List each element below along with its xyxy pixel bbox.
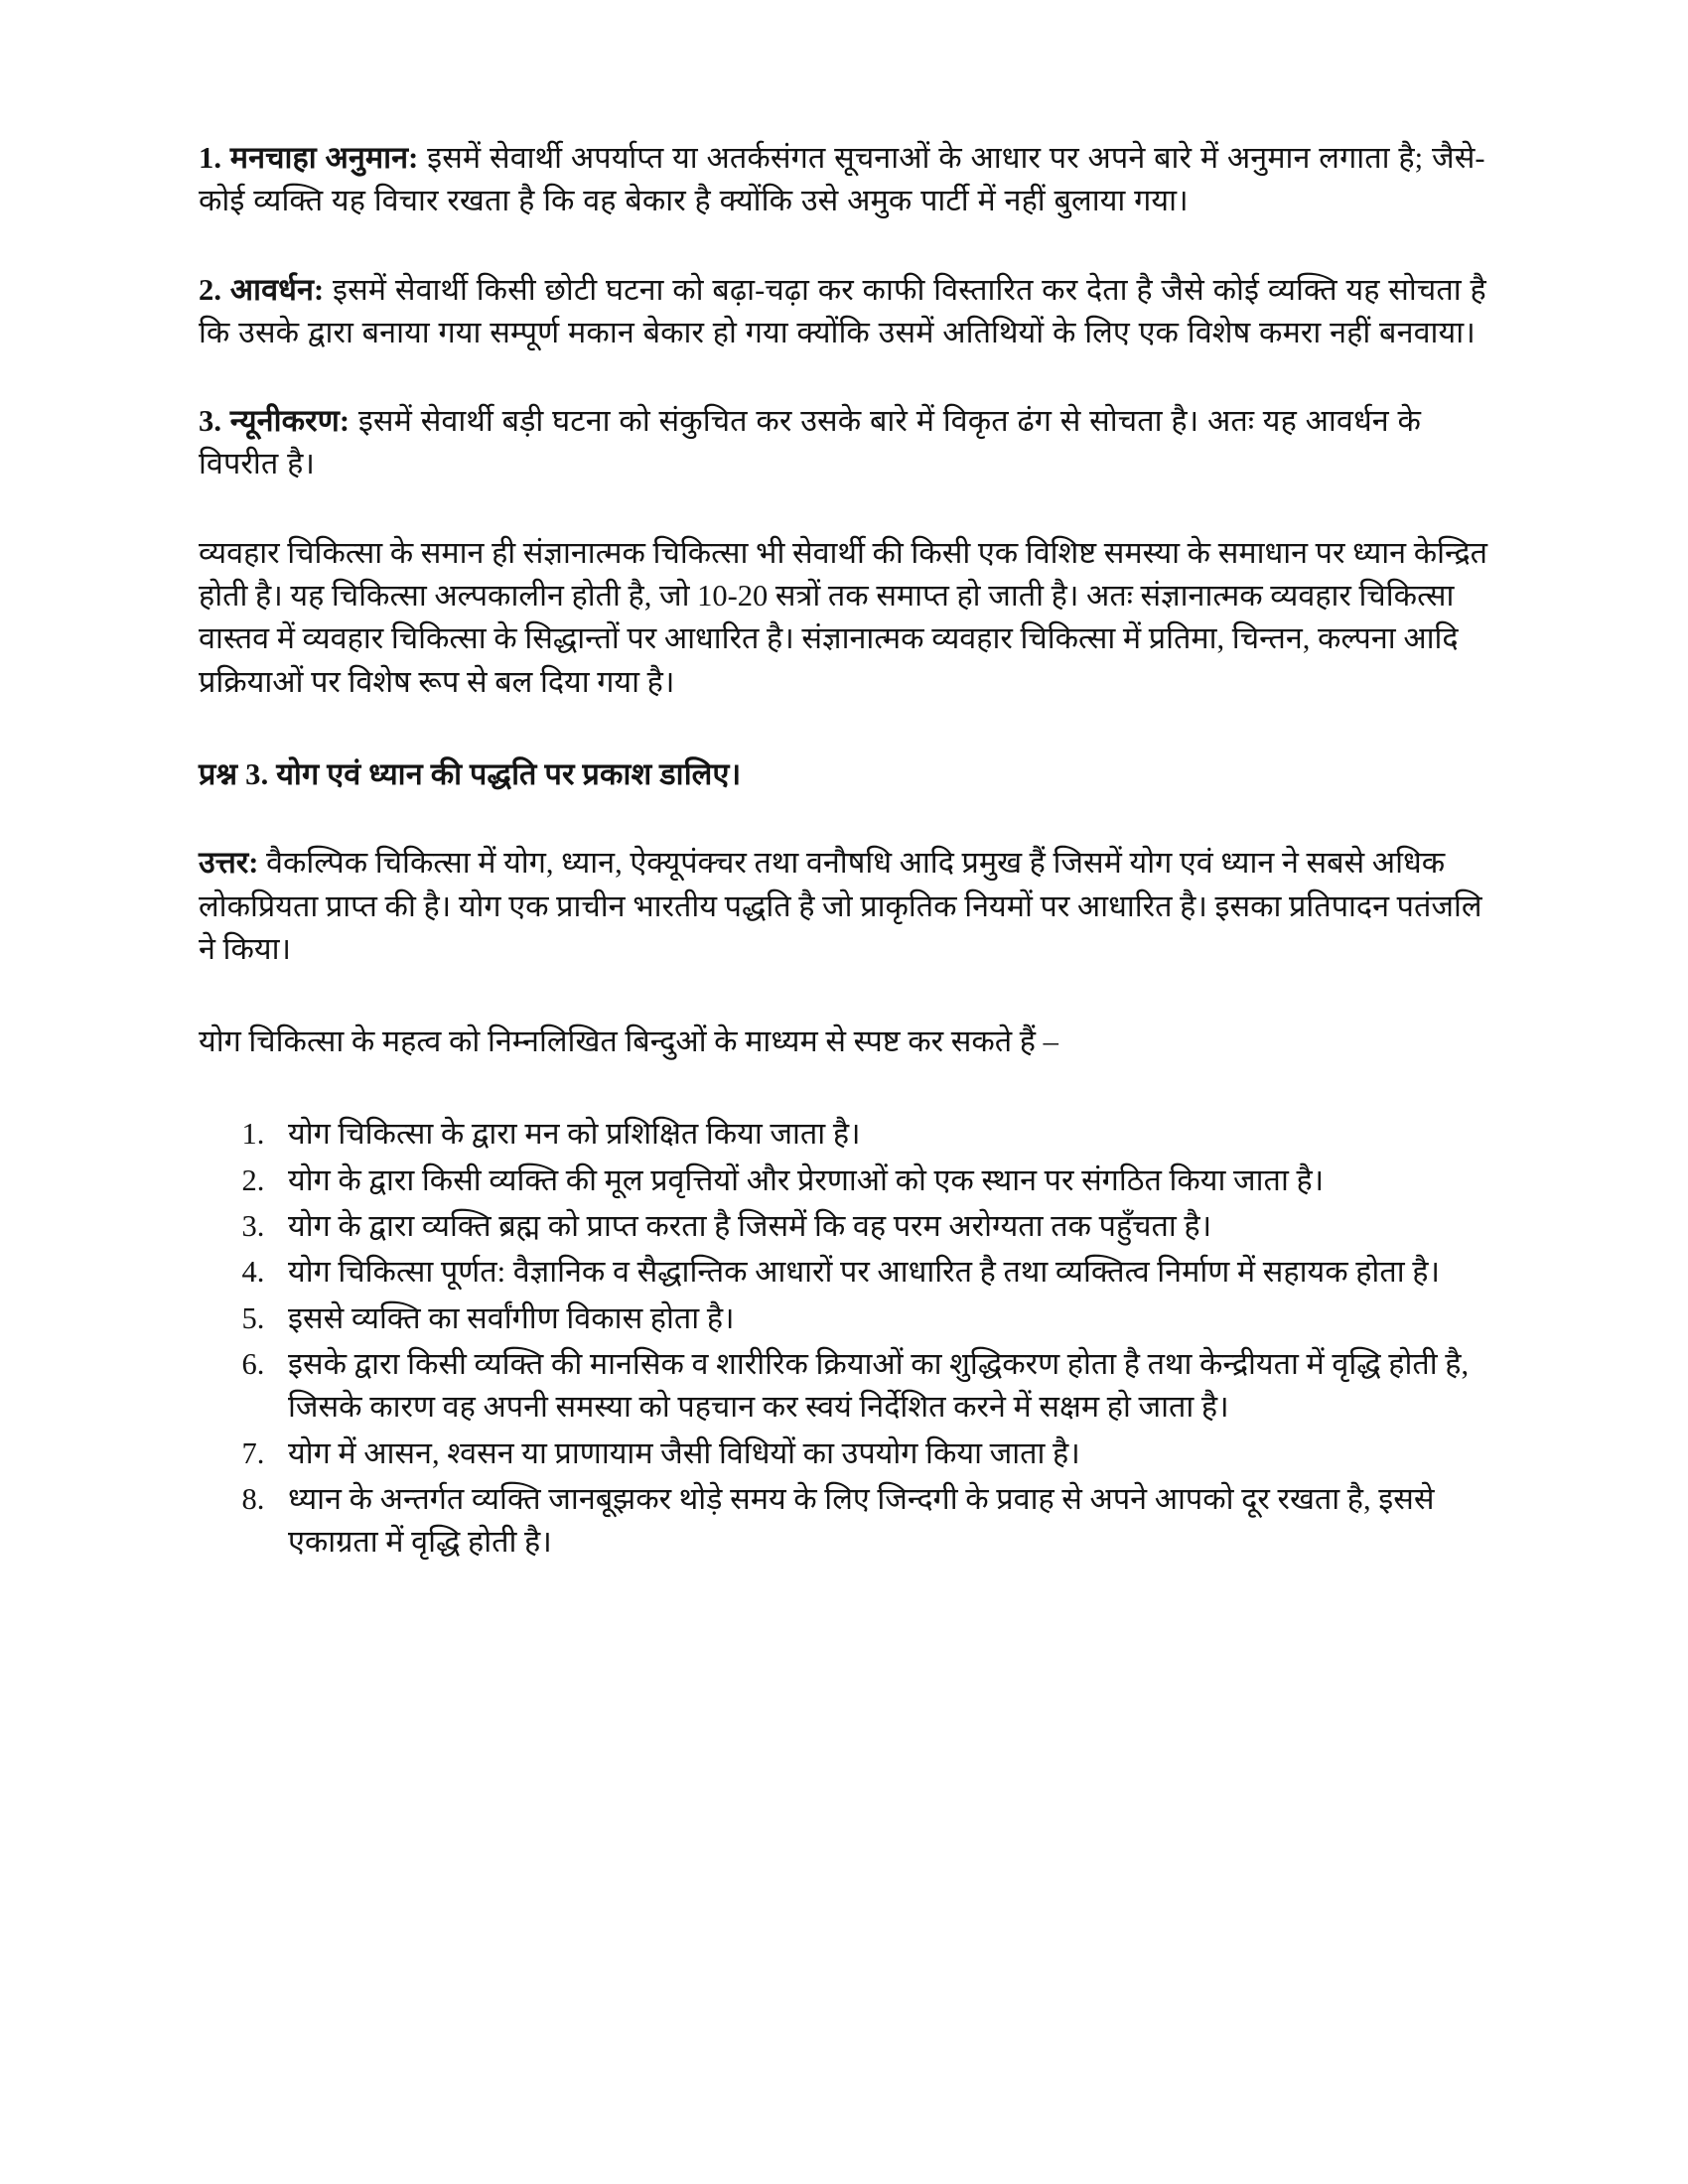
list-item: 5. इससे व्यक्ति का सर्वांगीण विकास होता है। — [272, 1297, 1489, 1340]
distortion-item-1-body: इसमें सेवार्थी अपर्याप्त या अतर्कसंगत सूचनाओं के आधार पर अपने बारे में अनुमान लगाता है; जैसे-कोई व्यक्ति यह विचार रखता है कि वह बेकार है क्योंकि उसे अमुक पार्टी में नहीं बुलाया गया। — [199, 141, 1485, 218]
list-item: 2. योग के द्वारा किसी व्यक्ति की मूल प्रवृत्तियों और प्रेरणाओं को एक स्थान पर संगठित किया जाता है। — [272, 1160, 1489, 1202]
distortion-item-2-label: 2. आवर्धन: — [199, 272, 325, 307]
list-item: 3. योग के द्वारा व्यक्ति ब्रह्म को प्राप्त करता है जिसमें कि वह परम अरोग्यता तक पहुँचता है। — [272, 1205, 1489, 1248]
distortion-item-1-label: 1. मनचाहा अनुमान: — [199, 141, 419, 175]
answer-label: उत्तर: — [199, 846, 259, 881]
answer-body: वैकल्पिक चिकित्सा में योग, ध्यान, ऐक्यूपंक्चर तथा वनौषधि आदि प्रमुख हैं जिसमें योग एवं ध्यान ने सबसे अधिक लोकप्रियता प्राप्त की है। योग एक प्राचीन भारतीय पद्धति है जो प्राकृतिक नियमों पर आधारित है। इसका प्रतिपादन पतंजलि ने किया। — [199, 846, 1482, 966]
document-content — [199, 137, 1489, 1564]
distortion-item-1 — [199, 137, 1489, 223]
question-heading: प्रश्न 3. योग एवं ध्यान की पद्धति पर प्रकाश डालिए। — [199, 756, 742, 791]
distortion-item-2-body: इसमें सेवार्थी किसी छोटी घटना को बढ़ा-चढ़ा कर काफी विस्तारित कर देता है जैसे कोई व्यक्ति यह सोचता है कि उसके द्वारा बनाया गया सम्पूर्ण मकान बेकार हो गया क्योंकि उसमें अतिथियों के लिए एक विशेष कमरा नहीं बनवाया। — [199, 272, 1486, 349]
list-item: 7. योग में आसन, श्वसन या प्राणायाम जैसी विधियों का उपयोग किया जाता है। — [272, 1433, 1489, 1475]
yoga-points-list — [199, 1113, 1489, 1564]
closing-paragraph: व्यवहार चिकित्सा के समान ही संज्ञानात्मक चिकित्सा भी सेवार्थी की किसी एक विशिष्ट समस्या के समाधान पर ध्यान केन्द्रित होती है। यह चिकित्सा अल्पकालीन होती है, जो 10-20 सत्रों तक समाप्त हो जाती है। अतः संज्ञानात्मक व्यवहार चिकित्सा वास्तव में व्यवहार चिकित्सा के सिद्धान्तों पर आधारित है। संज्ञानात्मक व्यवहार चिकित्सा में प्रतिमा, चिन्तन, कल्पना आदि प्रक्रियाओं पर विशेष रूप से बल दिया गया है। — [199, 535, 1488, 699]
answer-paragraph — [199, 842, 1489, 971]
list-item: 1. योग चिकित्सा के द्वारा मन को प्रशिक्षित किया जाता है। — [272, 1113, 1489, 1156]
distortion-item-3-body: इसमें सेवार्थी बड़ी घटना को संकुचित कर उसके बारे में विकृत ढंग से सोचता है। अतः यह आवर्धन के विपरीत है। — [199, 404, 1422, 481]
list-item: 4. योग चिकित्सा पूर्णत: वैज्ञानिक व सैद्धान्तिक आधारों पर आधारित है तथा व्यक्तित्व निर्माण में सहायक होता है। — [272, 1251, 1489, 1294]
list-item: 8. ध्यान के अन्तर्गत व्यक्ति जानबूझकर थोड़े समय के लिए जिन्दगी के प्रवाह से अपने आपको दूर रखता है, इससे एकाग्रता में वृद्धि होती है। — [272, 1478, 1489, 1565]
distortion-item-3-label: 3. न्यूनीकरण: — [199, 404, 351, 439]
list-item: 6. इसके द्वारा किसी व्यक्ति की मानसिक व शारीरिक क्रियाओं का शुद्धिकरण होता है तथा केन्द्रीयता में वृद्धि होती है, जिसके कारण वह अपनी समस्या को पहचान कर स्वयं निर्देशित करने में सक्षम हो जाता है। — [272, 1343, 1489, 1430]
list-intro: योग चिकित्सा के महत्व को निम्नलिखित बिन्दुओं के माध्यम से स्पष्ट कर सकते हैं – — [199, 1024, 1058, 1059]
distortion-item-3 — [199, 400, 1489, 486]
distortion-item-2 — [199, 269, 1489, 355]
